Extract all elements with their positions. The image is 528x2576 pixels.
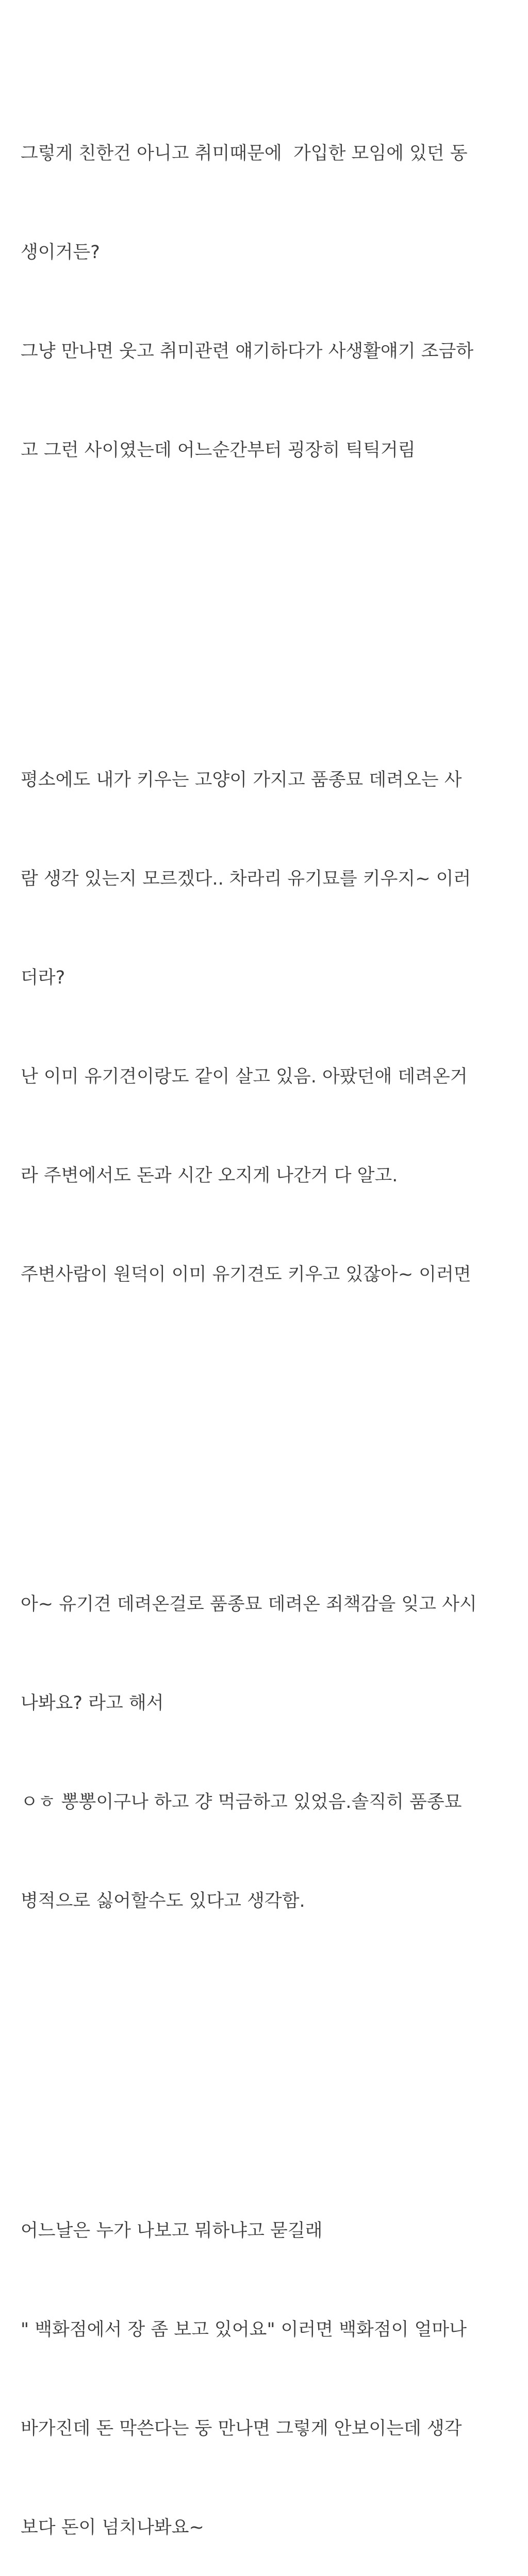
text-line: 주변사람이 원덕이 이미 유기견도 키우고 있잖아~ 이러면 (21, 1264, 471, 1285)
paragraph-4 (21, 2148, 516, 2576)
text-line: 더라? (21, 968, 65, 988)
text-line: 병적으로 싫어할수도 있다고 생각함. (21, 1891, 305, 1911)
paragraph-1 (21, 71, 516, 533)
text-line: 평소에도 내가 키우는 고양이 가지고 품종묘 데려오는 사 (21, 770, 462, 790)
post-body (21, 5, 516, 2576)
paragraph-gap (21, 2049, 516, 2082)
text-line: 라 주변에서도 돈과 시간 오지게 나간거 다 알고. (21, 1165, 398, 1186)
text-line: 나봐요? 라고 해서 (21, 1693, 164, 1714)
paragraph-gap (21, 1423, 516, 1456)
text-line: 람 생각 있는지 모르겠다.. 차라리 유기묘를 키우지~ 이러 (21, 869, 471, 889)
text-line: 어느날은 누가 나보고 뭐하냐고 묻길래 (21, 2221, 323, 2241)
text-line: 고 그런 사이였는데 어느순간부터 굉장히 틱틱거림 (21, 440, 416, 461)
text-line: ㅇㅎ 뽕뽕이구나 하고 걍 먹금하고 있었음.솔직히 품종묘 (21, 1792, 462, 1812)
text-line: 아~ 유기견 데려온걸로 품종묘 데려온 죄책감을 잊고 사시 (21, 1594, 477, 1615)
text-line: 생이거든? (21, 242, 100, 263)
paragraph-2 (21, 698, 516, 1357)
paragraph-gap (21, 599, 516, 632)
text-line: 바가진데 돈 막쓴다는 둥 만나면 그렇게 안보이는데 생각 (21, 2418, 462, 2439)
text-line: 그냥 만나면 웃고 취미관련 얘기하다가 사생활얘기 조금하 (21, 341, 474, 362)
text-line: " 백화점에서 장 좀 보고 있어요" 이러면 백화점이 얼마나 (21, 2319, 467, 2340)
text-line: 보다 돈이 넘치나봐요~ (21, 2517, 204, 2538)
paragraph-3 (21, 1522, 516, 1984)
text-line: 난 이미 유기견이랑도 같이 살고 있음. 아팠던애 데려온거 (21, 1066, 468, 1087)
text-line: 그렇게 친한건 아니고 취미때문에 가입한 모임에 있던 동 (21, 143, 468, 164)
